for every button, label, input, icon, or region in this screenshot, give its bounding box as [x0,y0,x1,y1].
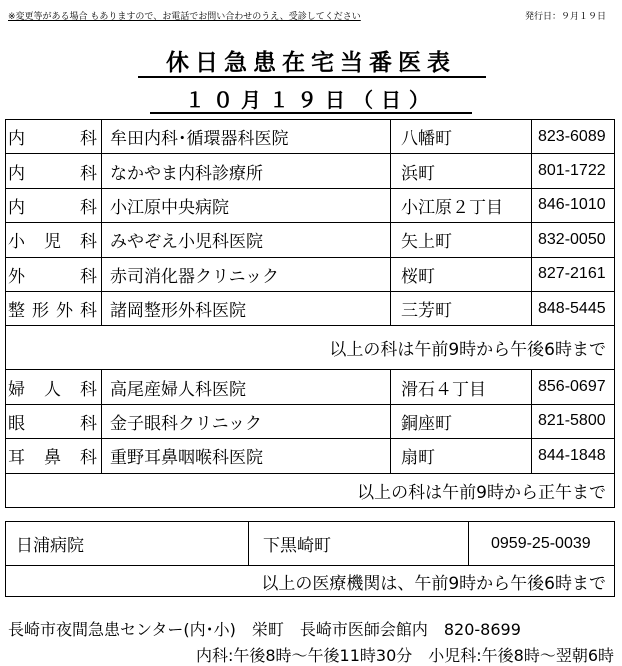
clinic-tel: 846-1010 [538,196,606,214]
table-row [6,154,614,188]
department-char: 鼻 [44,448,61,469]
hospital-row [6,522,614,566]
department-char: 科 [80,379,97,400]
clinic-name: 高尾産婦人科医院 [102,370,391,403]
notice-text: ※変更等がある場合 もありますので、お電話でお問い合わせのうえ、受診してください [8,12,361,22]
page-title: 休日急患在宅当番医表 [166,50,456,76]
table-row [6,292,614,326]
clinic-town: 滑石４丁目 [391,370,532,403]
clinic-name: 小江原中央病院 [102,189,391,222]
clinic-tel: 827-2161 [538,265,606,283]
clinic-name: みやぞえ小児科医院 [102,223,391,256]
department [6,292,102,325]
clinic-name: 重野耳鼻咽喉科医院 [102,439,391,472]
department [6,189,102,222]
clinic-town: 扇町 [391,439,532,472]
clinic-town: 八幡町 [391,120,532,153]
clinic-name: なかやま内科診療所 [102,154,391,187]
clinic-town: 矢上町 [391,223,532,256]
table-row [6,223,614,257]
hospital-tel: 0959-25-0039 [491,534,591,552]
department [6,223,102,256]
clinic-tel: 848-5445 [538,299,606,317]
hours-note: 以上の科は午前9時から正午まで [357,482,606,503]
table-row [6,370,614,404]
clinic-tel: 801-1722 [538,162,606,180]
clinic-name: 牟田内科･循環器科医院 [102,120,391,153]
title-underline [138,76,486,78]
department-char: 婦 [8,379,25,400]
table-row [6,258,614,292]
duty-table [5,119,615,508]
department-char: 内 [8,197,25,218]
department [6,439,102,472]
clinic-tel: 856-0697 [538,378,606,396]
department-char: 科 [80,163,97,184]
department-char: 科 [80,266,97,287]
hospital-name: 日浦病院 [6,522,249,565]
department-char: 科 [80,448,97,469]
hospital-hours-note: 以上の医療機関は、午前9時から午後6時まで [261,573,606,594]
hours-note-row [6,326,614,370]
department-char: 科 [80,232,97,253]
clinic-tel: 832-0050 [538,230,606,248]
hours-note: 以上の科は午前9時から午後6時まで [329,340,606,361]
department-char: 内 [8,163,25,184]
date-underline [150,112,472,114]
department-char: 小 [8,232,25,253]
department-char: 耳 [8,448,25,469]
hospital-town: 下黒崎町 [249,522,469,565]
clinic-tel: 823-6089 [538,127,606,145]
hospital-table [5,521,615,597]
issue-date: 発行日：９月１９日 [524,12,606,22]
department [6,120,102,153]
clinic-town: 浜町 [391,154,532,187]
table-row [6,439,614,473]
table-row [6,189,614,223]
clinic-town: 桜町 [391,258,532,291]
clinic-tel: 844-1848 [538,446,606,464]
department-char: 科 [80,197,97,218]
department-char: 科 [80,129,97,150]
department-char: 形 [32,301,49,322]
department [6,154,102,187]
department-char: 外 [56,301,73,322]
clinic-town: 銅座町 [391,405,532,438]
table-row [6,405,614,439]
department-char: 児 [44,232,61,253]
duty-date: １０月１９日（日） [185,88,437,112]
clinic-tel: 821-5800 [538,412,606,430]
clinic-name: 諸岡整形外科医院 [102,292,391,325]
department [6,258,102,291]
clinic-town: 小江原２丁目 [391,189,532,222]
department-char: 内 [8,129,25,150]
night-center-info: 長崎市夜間急患センター(内･小) 栄町 長崎市医師会館内 820-8699 [8,620,521,639]
department [6,370,102,403]
hours-note-row [6,474,614,507]
department-char: 眼 [8,413,25,434]
night-center-hours: 内科:午後8時～午後11時30分 小児科:午後8時～翌朝6時 [195,646,614,665]
clinic-name: 金子眼科クリニック [102,405,391,438]
department-char: 外 [8,266,25,287]
clinic-town: 三芳町 [391,292,532,325]
department [6,405,102,438]
department-char: 科 [80,301,97,322]
department-char: 人 [44,379,61,400]
department-char: 整 [8,301,25,322]
department-char: 科 [80,413,97,434]
hospital-note-row [6,566,614,596]
table-row [6,120,614,154]
clinic-name: 赤司消化器クリニック [102,258,391,291]
